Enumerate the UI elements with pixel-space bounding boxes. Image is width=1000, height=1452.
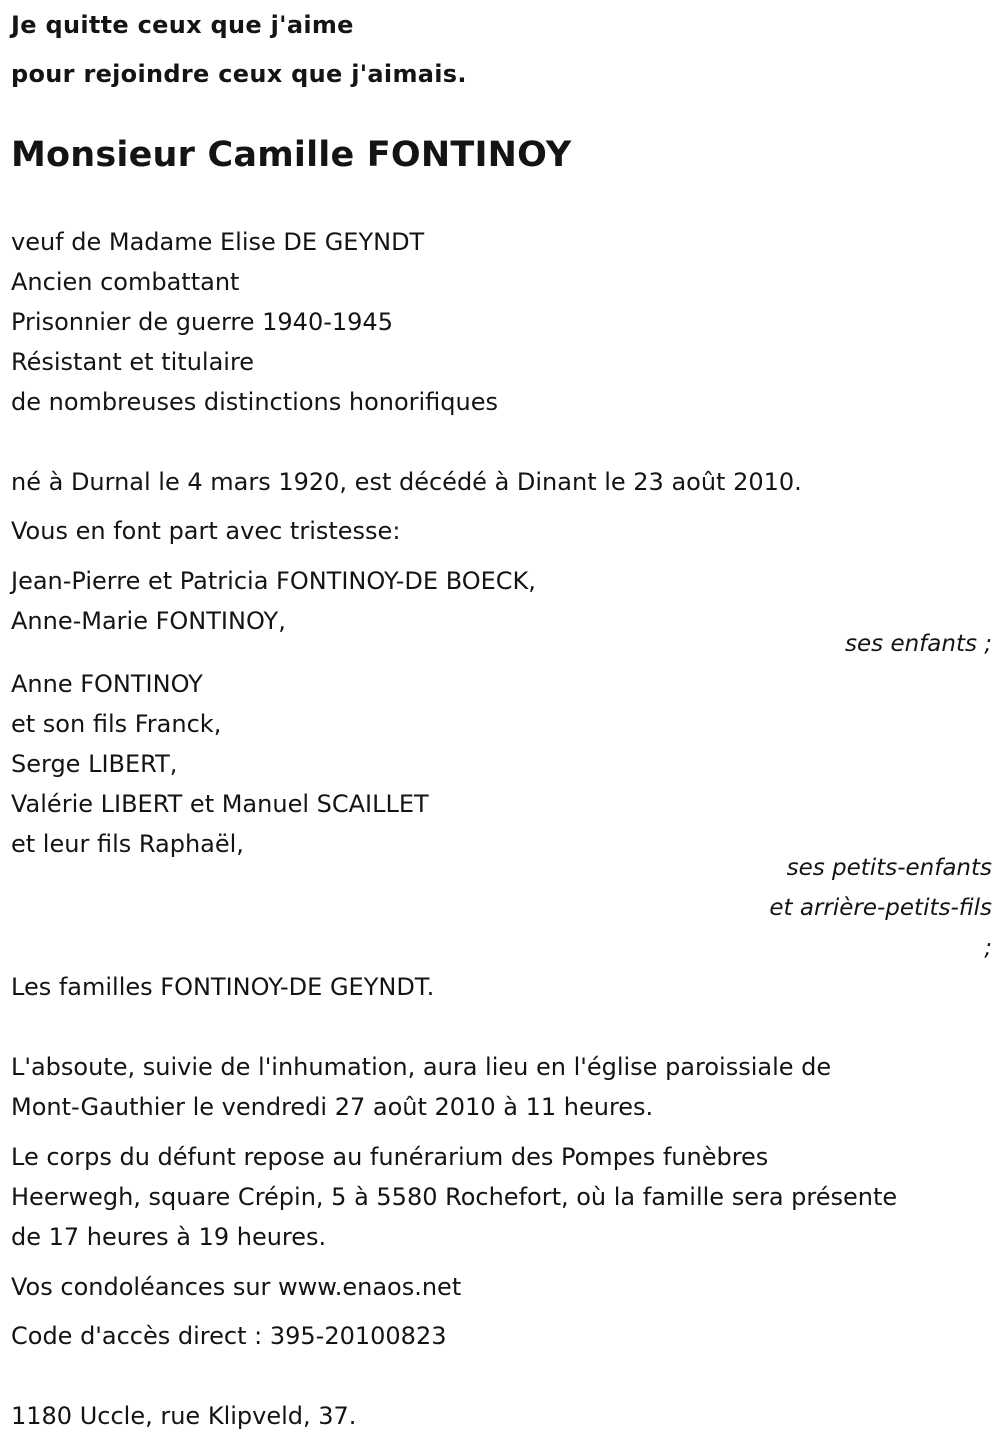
funeral-home-line-3: de 17 heures à 19 heures. [11,1223,327,1251]
grandchild-line-5: et leur fils Raphaël, [11,830,244,858]
title-line-4: Résistant et titulaire [11,348,255,376]
child-name-1: Jean-Pierre et Patricia FONTINOY-DE BOECK, [11,567,536,595]
ceremony-line-2: Mont-Gauthier le vendredi 27 août 2010 à 11 heures. [11,1093,654,1121]
title-line-1: veuf de Madame Elise DE GEYNDT [11,228,425,256]
grandchildren-relation-2: et arrière-petits-fils [769,895,992,921]
epigraph-line-1: Je quitte ceux que j'aime [11,11,354,39]
children-relation: ses enfants ; [845,631,992,657]
child-name-2: Anne-Marie FONTINOY, [11,607,286,635]
birth-death-line: né à Durnal le 4 mars 1920, est décédé à Dinant le 23 août 2010. [11,468,802,496]
grandchildren-relation-1: ses petits-enfants [786,855,992,881]
grandchildren-relation-3: ; [984,935,992,961]
grandchild-line-1: Anne FONTINOY [11,670,203,698]
title-line-5: de nombreuses distinctions honorifiques [11,388,499,416]
grandchild-line-3: Serge LIBERT, [11,750,178,778]
title-line-2: Ancien combattant [11,268,240,296]
announce-intro: Vous en font part avec tristesse: [11,517,401,545]
ceremony-line-1: L'absoute, suivie de l'inhumation, aura lieu en l'église paroissiale de [11,1053,832,1081]
families-line: Les familles FONTINOY-DE GEYNDT. [11,973,435,1001]
grandchild-line-2: et son fils Franck, [11,710,222,738]
address-line: 1180 Uccle, rue Klipveld, 37. [11,1402,357,1430]
epigraph-line-2: pour rejoindre ceux que j'aimais. [11,60,467,88]
access-code-line: Code d'accès direct : 395-20100823 [11,1322,447,1350]
funeral-home-line-2: Heerwegh, square Crépin, 5 à 5580 Rochefort, où la famille sera présente [11,1183,898,1211]
condolences-line: Vos condoléances sur www.enaos.net [11,1273,462,1301]
deceased-name: Monsieur Camille FONTINOY [11,135,572,175]
grandchild-line-4: Valérie LIBERT et Manuel SCAILLET [11,790,429,818]
funeral-home-line-1: Le corps du défunt repose au funérarium des Pompes funèbres [11,1143,769,1171]
title-line-3: Prisonnier de guerre 1940-1945 [11,308,393,336]
